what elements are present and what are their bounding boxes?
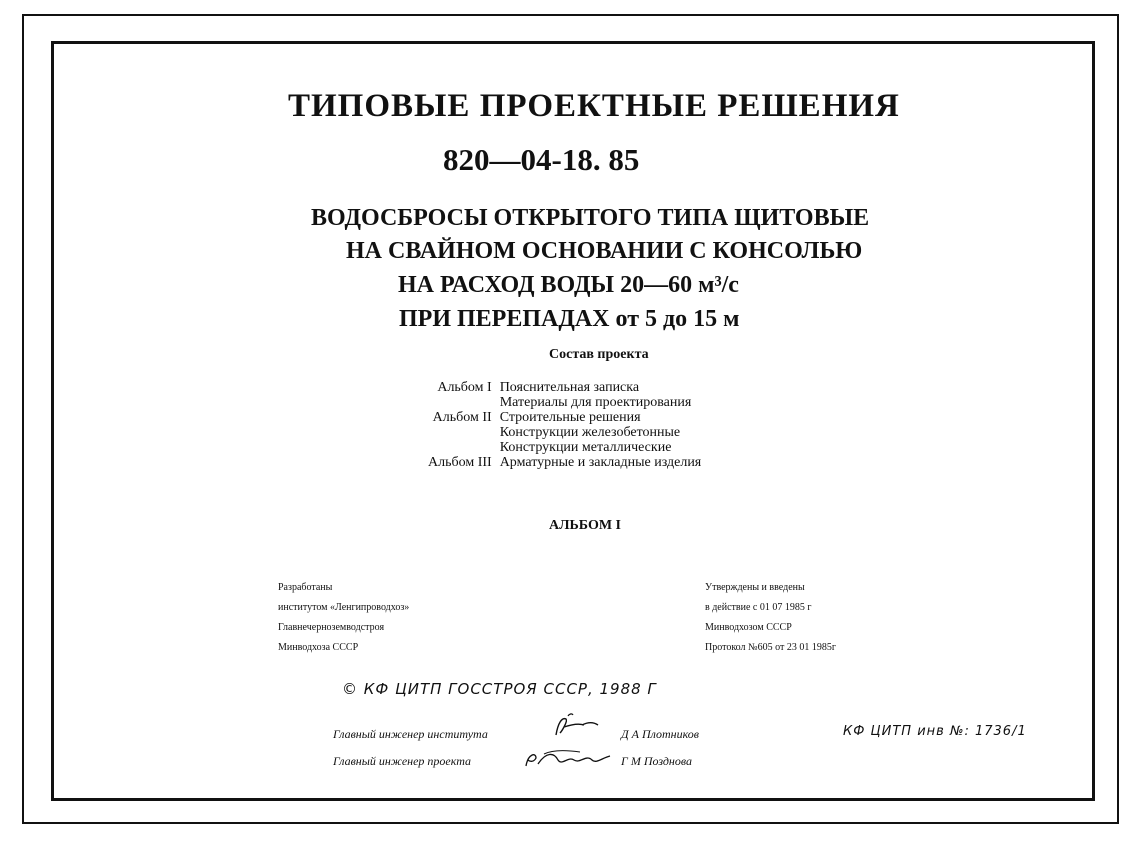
approved-line: Протокол №605 от 23 01 1985г: [705, 642, 836, 653]
signature-mark-1: [548, 713, 608, 741]
album-item: Материалы для проектирования: [499, 395, 692, 410]
signature-role: Главный инженер проекта: [333, 754, 472, 768]
approved-line: Утверждены и введены: [705, 582, 805, 593]
signature-role: Главный инженер института: [333, 727, 488, 741]
subtitle-line-1: ВОДОСБРОСЫ ОТКРЫТОГО ТИПА ЩИТОВЫЕ: [311, 205, 870, 231]
document-code: 820—04-18. 85: [443, 142, 640, 177]
album-row: [428, 410, 705, 425]
signature-mark-2: [522, 748, 614, 772]
composition-heading: Состав проекта: [549, 347, 649, 362]
album-row: [428, 395, 705, 410]
album-item: Конструкции железобетонные: [499, 425, 681, 440]
album-label: Альбом II: [432, 410, 492, 425]
album-row: [428, 380, 705, 395]
copyright-stamp: © КФ ЦИТП ГОССТРОЯ СССР, 1988 Г: [342, 680, 657, 698]
subtitle-line-3: НА РАСХОД ВОДЫ 20—60 м³/с: [398, 272, 739, 298]
subtitle-line-4: ПРИ ПЕРЕПАДАХ от 5 до 15 м: [399, 306, 740, 332]
album-row: [428, 455, 705, 470]
developed-line: Разработаны: [278, 582, 333, 593]
developed-line: институтом «Ленгипроводхоз»: [278, 602, 410, 613]
developed-line: Главнечерноземводстроя: [278, 622, 385, 633]
document-title: ТИПОВЫЕ ПРОЕКТНЫЕ РЕШЕНИЯ: [288, 88, 900, 124]
album-list: [428, 380, 705, 470]
approved-line: Минводхозом СССР: [705, 622, 792, 633]
subtitle-line-2: НА СВАЙНОМ ОСНОВАНИИ С КОНСОЛЬЮ: [346, 238, 863, 264]
developed-line: Минводхоза СССР: [278, 642, 359, 653]
album-row: [428, 440, 705, 455]
signature-name: Г М Позднова: [621, 754, 693, 768]
album-item: Конструкции металлические: [499, 440, 672, 455]
developed-block: [278, 578, 409, 658]
approved-line: в действие с 01 07 1985 г: [705, 602, 812, 613]
album-label: Альбом I: [437, 380, 492, 395]
album-title: АЛЬБОМ I: [549, 518, 622, 533]
album-item: Строительные решения: [499, 410, 641, 425]
album-label: Альбом III: [428, 455, 492, 470]
inventory-number: КФ ЦИТП инв №: 1736/1: [843, 724, 1027, 739]
album-item: Пояснительная записка: [499, 380, 640, 395]
signature-name: Д А Плотников: [621, 727, 699, 741]
album-item: Арматурные и закладные изделия: [499, 455, 702, 470]
album-row: [428, 425, 705, 440]
approved-block: [705, 578, 836, 658]
